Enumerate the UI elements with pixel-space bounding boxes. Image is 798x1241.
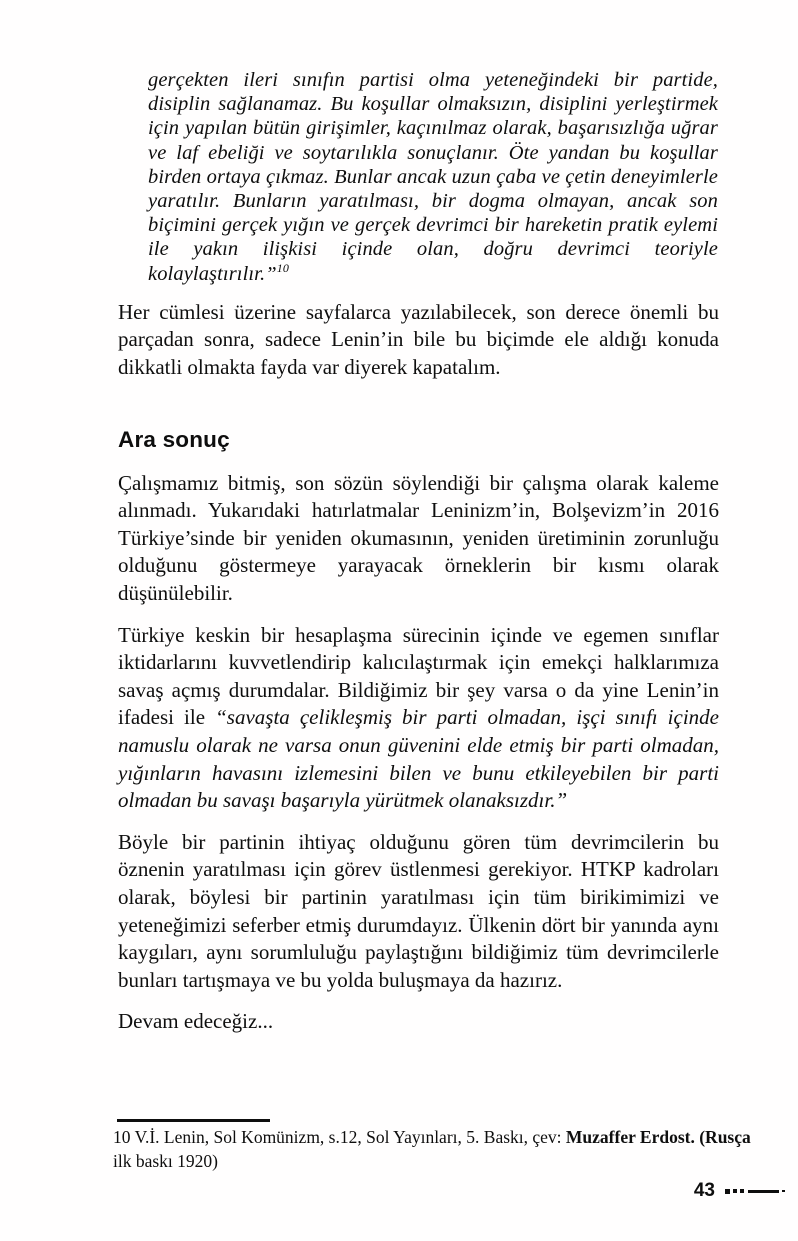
paragraph-closing-remark: Her cümlesi üzerine sayfalarca yazılabilecek, son derece önemli bu parçadan sonra, sadece Lenin’in bile bu biçimde ele aldığı konuda dikkatli olmakta fayda var diyerek kapatalım. [118,299,719,380]
ornament-dot [782,1190,785,1192]
ornament-square-icon [725,1189,730,1194]
paragraph-ara-sonuc-2 [118,622,719,815]
footnote-text [113,1126,753,1173]
footnote-citation: V.İ. Lenin, Sol Komünizm, s.12, Sol Yayınları, 5. Baskı, çev: [134,1127,566,1147]
paragraph-ara-sonuc-3: Böyle bir partinin ihtiyaç olduğunu gören tüm devrimcilerin bu öznenin yaratılması için görev üstlenmesi gerekiyor. HTKP kadroları olarak, böylesi bir partinin yaratılması için tüm birikimimizi ve yeteneğimizi seferber etmiş durumdayız. Ülkenin dört bir yanında aynı kaygıları, aynı sorumluluğu paylaştığını bildiğimiz tüm devrimcilerle bunları tartışmaya ve bu yolda buluşmaya da hazırız. [118,829,719,992]
footnote-reference: 10 [276,260,289,275]
footnote-marker: 10 [113,1127,131,1147]
footnote-citation-tail: ilk baskı 1920) [113,1150,218,1171]
lenin-block-quote [148,68,718,286]
paragraph-ara-sonuc-1: Çalışmamız bitmiş, son sözün söylendiği bir çalışma olarak kaleme alınmadı. Yukarıdaki hatırlatmalar Leninizm’in, Bolşevizm’in 2016 Türkiye’sinde bir yeniden okumasının, yeniden üretiminin zorunluğu olduğunu göstermeye yarayacak örneklerin bir kısmı olarak düşünülebilir. [118,470,719,605]
ornament-square-icon [733,1189,737,1193]
page-footer [694,1180,785,1202]
inline-lenin-quote: “savaşta çelikleşmiş bir parti olmadan, işçi sınıfı içinde namuslu olarak ne varsa onun güvenini elde etmiş bir parti olmadan, yığınların havasını izlemesini bilen ve bunu etkileyebilen bir parti olmadan bu savaşı başarıyla yürütmek olanaksızdır.” [118,705,719,813]
section-heading: Ara sonuç [118,426,230,452]
footnote-divider-rule [117,1119,270,1122]
footnote-area [113,1119,753,1173]
page-content [118,68,719,1036]
paragraph-text: Türkiye keskin bir hesaplaşma sürecinin içinde ve egemen sınıflar iktidarlarını kuvvetlendirip kalıcılaştırmak için emekçi halklarımıza savaş açmış durumdalar. Bildiğimiz bir şey varsa o da yine Lenin’in ifadesi ile [118,622,719,730]
ornament-line [748,1190,779,1193]
paragraph-devam: Devam edeceğiz... [118,1009,274,1034]
ornament-square-icon [740,1189,744,1193]
footnote-citation-bold: Muzaffer Erdost. (Rusça [565,1127,751,1147]
block-quote-text: gerçekten ileri sınıfın partisi olma yeteneğindeki bir partide, disiplin sağlanamaz. Bu koşullar olmaksızın, disiplini yerleştirmek için yapılan bütün girişimler, kaçınılmaz olarak, başarısızlığa uğrar ve laf ebeliği ve soytarılıkla sonuçlanır. Öte yandan bu koşullar birden ortaya çıkmaz. Bunlar ancak uzun çaba ve çetin deneyimlerle yaratılır. Bunların yaratılması, bir dogma olmayan, ancak son biçimini gerçek yığın ve gerçek devrimci bir hareketin pratik eylemi ile yakın ilişkisi içinde olan, doğru devrimci teoriyle kolaylaştırılır.” [148,69,718,285]
page-number: 43 [693,1180,715,1201]
